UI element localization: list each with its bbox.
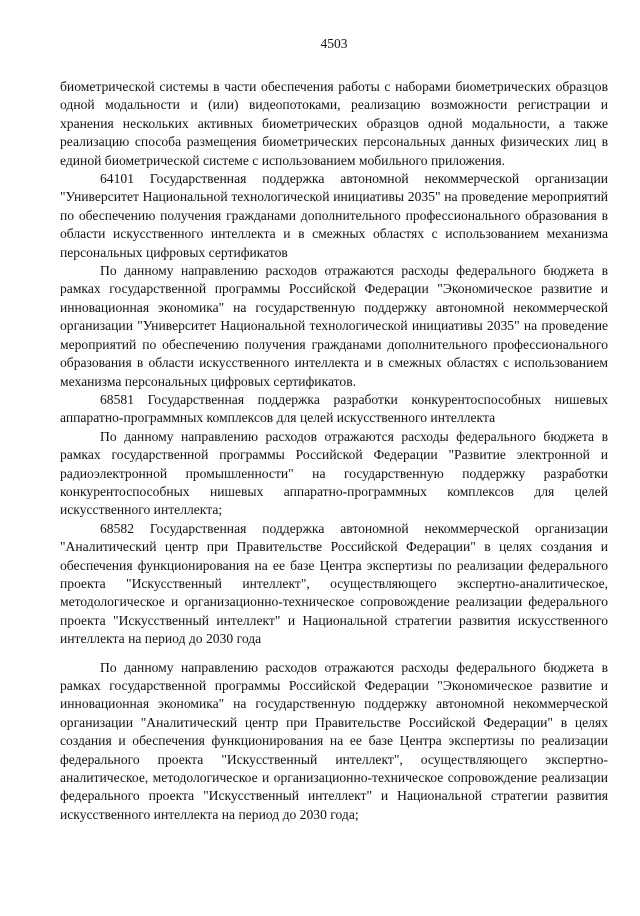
page-number: 4503: [320, 36, 348, 51]
paragraph-68581-heading: 68581 Государственная поддержка разработки конкурентоспособных нишевых аппаратно-программных комплексов для целей искусственного интеллекта: [60, 391, 608, 426]
paragraph-64101-description: По данному направлению расходов отражаются расходы федерального бюджета в рамках государственной программы Российской Федерации "Экономическое развитие и инновационная экономика" на государственную поддержку автономной некоммерческой организации "Университет Национальной технологической инициативы 2035" на проведение мероприятий по обеспечению получения гражданами дополнительного профессионального образования в области искусственного интеллекта и в смежных областях с использованием механизма персональных цифровых сертификатов.: [60, 263, 608, 389]
paragraph-68582-description: По данному направлению расходов отражаются расходы федерального бюджета в рамках государственной программы Российской Федерации "Экономическое развитие и инновационная экономика" на государственную поддержку автономной некоммерческой организации "Аналитический центр при Правительстве Российской Федерации" в целях создания и обеспечения функционирования на ее базе Центра экспертизы по реализации федерального проекта "Искусственный интеллект", осуществляющего экспертно-аналитическое, методологическое и организационно-техническое сопровождение реализации федерального проекта "Искусственный интеллект" и Национальной стратегии развития искусственного интеллекта на период до 2030 года;: [60, 659, 608, 822]
paragraph-68581-description: По данному направлению расходов отражаются расходы федерального бюджета в рамках государственной программы Российской Федерации "Развитие электронной и радиоэлектронной промышленности" на государственную поддержку разработки конкурентоспособных нишевых аппаратно-программных комплексов для целей искусственного интеллекта;: [60, 428, 608, 518]
paragraph-68582-heading: 68582 Государственная поддержка автономной некоммерческой организации "Аналитический центр при Правительстве Российской Федерации" в целях создания и обеспечения функционирования на ее базе Центра экспертизы по реализации федерального проекта "Искусственный интеллект", осуществляющего экспертно-аналитическое, методологическое и организационно-техническое сопровождение реализации федерального проекта "Искусственный интеллект" и Национальной стратегии развития искусственного интеллекта на период до 2030 года: [60, 520, 608, 647]
paragraph-continuation: биометрической системы в части обеспечения работы с наборами биометрических образцов одной модальности и (или) видеопотоками, реализацию возможности регистрации и хранения нескольких активных биометрических образцов одной модальности, а также реализацию способа размещения биометрических персональных данных физических лиц в единой биометрической системе с использованием мобильного приложения.: [60, 79, 608, 168]
paragraph-64101-heading: 64101 Государственная поддержка автономной некоммерческой организации "Университет Национальной технологической инициативы 2035" на проведение мероприятий по обеспечению получения гражданами дополнительного профессионального образования в области искусственного интеллекта и в смежных областях с использованием механизма персональных цифровых сертификатов: [60, 171, 608, 260]
